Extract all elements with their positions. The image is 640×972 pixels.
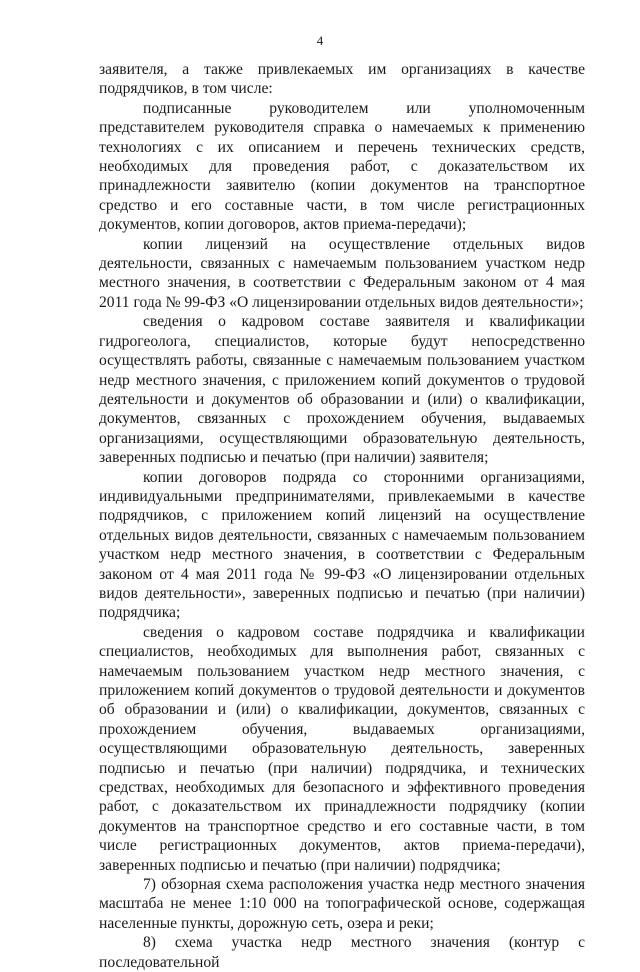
page-number: 4: [316, 33, 324, 48]
document-body: [99, 60, 585, 972]
paragraph-overview-scheme: 7) обзорная схема расположения участка недр местного значения масштаба не менее 1:10 000 на топографической основе, содержащая населенные пункты, дорожную сеть, озера и реки;: [99, 876, 585, 932]
paragraph-contractor-staff: сведения о кадровом составе подрядчика и квалификации специалистов, необходимых для выполнения работ, связанных с намечаемым пользованием участком недр местного значения, с приложением копий документов о трудовой деятельности и документов об образовании и (или) о квалификации, документов, связанных с прохождением обучения, выдаваемых организациями, осуществляющими образовательную деятельность, заверенных подписью и печатью (при наличии) подрядчика, и технических средствах, необходимых для безопасного и эффективного проведения работ, с доказательством их принадлежности подрядчику (копии документов на транспортное средство и его составные части, в том числе регистрационных документов, актов приема-передачи), заверенных подписью и печатью (при наличии) подрядчика;: [99, 623, 585, 874]
paragraph-technology-certificate: подписанные руководителем или уполномоченным представителем руководителя справка о намечаемых к применению технологиях с их описанием и перечень технических средств, необходимых для проведения работ, с доказательством их принадлежности заявителю (копии документов на транспортное средство и его составные части, в том числе регистрационных документов, копии договоров, актов приема-передачи);: [99, 99, 585, 234]
paragraph-applicant-intro: заявителя, а также привлекаемых им организациях в качестве подрядчиков, в том числе:: [99, 61, 585, 98]
paragraph-applicant-staff: сведения о кадровом составе заявителя и квалификации гидрогеолога, специалистов, которые будут непосредственно осуществлять работы, связанные с намечаемым пользованием участком недр местного значения, с приложением копий документов о трудовой деятельности и документов об образовании и (или) о квалификации, документов, связанных с прохождением обучения, выдаваемых организациями, осуществляющими образовательную деятельность, заверенных подписью и печатью (при наличии) заявителя;: [99, 313, 585, 467]
paragraph-site-scheme: 8) схема участка недр местного значения (контур с последовательной: [99, 934, 585, 971]
paragraph-license-copies: копии лицензий на осуществление отдельных видов деятельности, связанных с намечаемым пользованием участком недр местного значения, в соответствии с Федеральным законом от 4 мая 2011 года № 99-ФЗ «О лицензировании отдельных видов деятельности»;: [99, 235, 585, 311]
paragraph-subcontract-copies: копии договоров подряда со сторонними организациями, индивидуальными предпринимателями, привлекаемыми в качестве подрядчиков, с приложением копий лицензий на осуществление отдельных видов деятельности, связанных с намечаемым пользованием участком недр местного значения, в соответствии с Федеральным законом от 4 мая 2011 года № 99-ФЗ «О лицензировании отдельных видов деятельности», заверенных подписью и печатью (при наличии) подрядчика;: [99, 468, 585, 622]
